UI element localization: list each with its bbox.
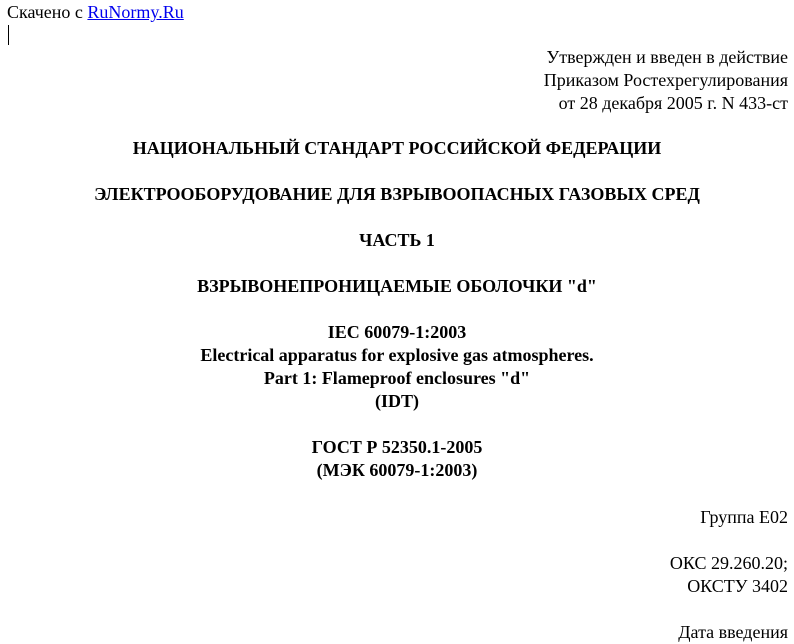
classification-codes bbox=[670, 552, 788, 598]
main-title-heading bbox=[0, 183, 794, 206]
gost-block bbox=[0, 436, 794, 482]
approval-line-3: от 28 декабря 2005 г. N 433-ст bbox=[558, 93, 788, 113]
iec-title-line-2: Part 1: Flameproof enclosures "d" bbox=[263, 368, 531, 388]
national-standard-text: НАЦИОНАЛЬНЫЙ СТАНДАРТ РОССИЙСКОЙ ФЕДЕРАЦИИ bbox=[132, 138, 662, 158]
iec-code: IEC 60079-1:2003 bbox=[327, 322, 467, 342]
text-cursor bbox=[8, 25, 9, 45]
intro-date-text: Дата введения bbox=[678, 622, 788, 642]
gost-code: ГОСТ Р 52350.1-2005 bbox=[311, 437, 483, 457]
subtitle-text: ВЗРЫВОНЕПРОНИЦАЕМЫЕ ОБОЛОЧКИ "d" bbox=[197, 276, 597, 296]
oks-code: ОКС 29.260.20; bbox=[669, 553, 788, 573]
national-standard-heading bbox=[0, 137, 794, 160]
approval-line-2: Приказом Ростехрегулирования bbox=[543, 70, 788, 90]
group-label bbox=[700, 506, 788, 529]
approval-line-1: Утвержден и введен в действие bbox=[546, 47, 788, 67]
subtitle-heading bbox=[0, 275, 794, 298]
group-text: Группа Е02 bbox=[700, 507, 788, 527]
part-heading bbox=[0, 229, 794, 252]
approval-block bbox=[544, 46, 788, 115]
gost-mek: (МЭК 60079-1:2003) bbox=[316, 460, 478, 480]
downloaded-prefix: Скачено с bbox=[7, 2, 88, 22]
iec-title-line-1: Electrical apparatus for explosive gas atmospheres. bbox=[200, 345, 594, 365]
source-link[interactable]: RuNormy.Ru bbox=[87, 2, 184, 22]
iec-block bbox=[0, 321, 794, 413]
okstu-code: ОКСТУ 3402 bbox=[687, 576, 788, 596]
iec-idt: (IDT) bbox=[375, 391, 419, 411]
part-text: ЧАСТЬ 1 bbox=[359, 230, 435, 250]
source-line bbox=[7, 2, 184, 22]
main-title-text: ЭЛЕКТРООБОРУДОВАНИЕ ДЛЯ ВЗРЫВООПАСНЫХ ГАЗОВЫХ СРЕД bbox=[94, 184, 700, 204]
